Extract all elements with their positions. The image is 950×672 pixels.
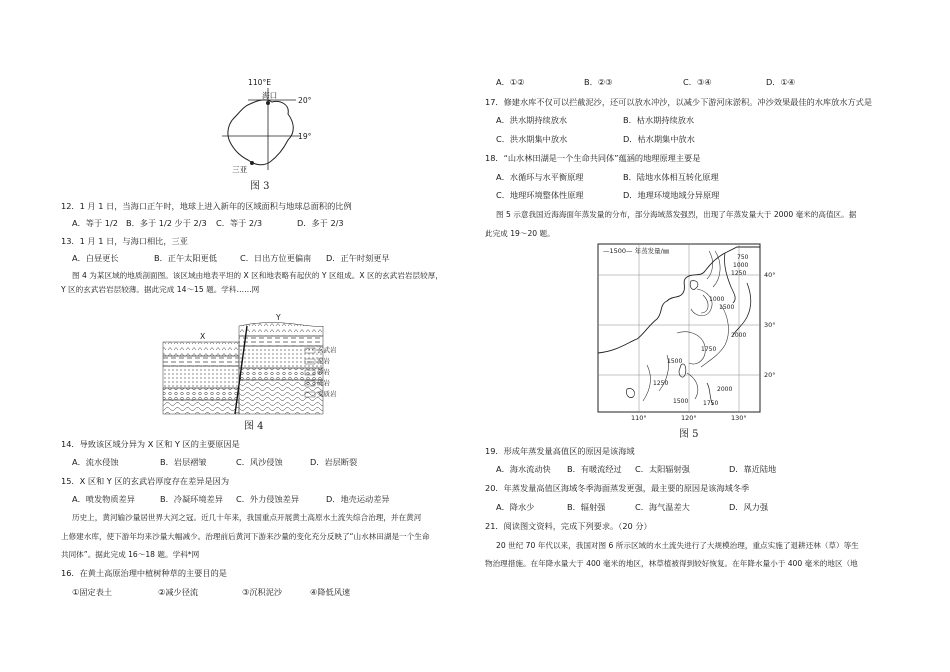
q16-stem: 16．在黄土高原治理中植树种草的主要目的是 [61, 568, 227, 578]
q15-option-c[interactable]: C．外力侵蚀差异 [236, 494, 300, 504]
q16-option-a[interactable]: A．①② [496, 77, 525, 87]
q12-option-c[interactable]: C．等于 2/3 [216, 218, 263, 228]
q16-item-3: ③沉积泥沙 [242, 587, 283, 597]
q18-option-a[interactable]: A．水循环与水平衡原理 [496, 172, 584, 182]
q15-stem: 15．X 区和 Y 区的玄武岩厚度存在差异是因为 [61, 476, 230, 486]
fig5-isoline-1000b: 1000 [709, 296, 725, 303]
q17-option-d[interactable]: D．枯水期集中放水 [623, 134, 695, 144]
q14-option-a[interactable]: A．流水侵蚀 [72, 457, 119, 467]
q14-stem: 14．导致该区域分异为 X 区和 Y 区的主要原因是 [61, 439, 240, 449]
fig3-city-haikou: 海口 [262, 91, 278, 100]
fig5-isoline-2000a: 2000 [731, 332, 747, 339]
passage-line2: 上修建水库，使下游年均来沙量大幅减少。治理前后黄河下游来沙量的变化充分反映了“山水林田湖是一个生命 [61, 532, 430, 541]
fig5-isoline-1250a: 1250 [731, 270, 747, 277]
figure-3-caption: 图 3 [250, 181, 270, 192]
fig5-lat-30: 30° [764, 321, 776, 329]
intro-5-line2: 此完成 19～20 题。 [485, 229, 555, 238]
q12-option-a[interactable]: A．等于 1/2 [72, 218, 118, 228]
passage-line1: 历史上，黄河输沙量居世界大河之冠。近几十年来，我国重点开展黄土高原水土流失综合治理，并在黄河 [72, 513, 422, 522]
q19-option-a[interactable]: A．海水流动快 [496, 464, 551, 474]
q13-stem: 13．1 月 1 日，与海口相比，三亚 [61, 236, 188, 246]
q15-option-b[interactable]: B．冷凝环境差异 [160, 494, 223, 504]
q14-option-c[interactable]: C．风沙侵蚀 [236, 457, 283, 467]
q13-option-c[interactable]: C．日出方位更偏南 [240, 253, 312, 263]
q17-option-a[interactable]: A．洪水期持续放水 [496, 115, 568, 125]
q19-option-b[interactable]: B．有暖流经过 [567, 464, 622, 474]
q20-stem: 20．年蒸发量高值区海域冬季海面蒸发更强，最主要的原因是该海域冬季 [485, 483, 750, 493]
q20-option-d[interactable]: D．风力强 [729, 502, 769, 512]
fig5-lat-40: 40° [764, 271, 776, 279]
q12-stem: 12．1 月 1 日，当海口正午时，地球上进入新年的区域面积与地球总面积的比例 [61, 201, 352, 211]
figure-5-caption: 图 5 [679, 429, 699, 440]
q19-option-d[interactable]: D．靠近陆地 [729, 464, 777, 474]
q21-line1: 20 世纪 70 年代以来，我国对图 6 所示区域的水土流失进行了大规模治理，重点实施了退耕还林（草）等生 [496, 541, 859, 550]
fig4-legend-metamorphic: 变质岩 [317, 390, 337, 398]
q12-option-b[interactable]: B．多于 1/2 少于 2/3 [126, 218, 207, 228]
fig5-lon-110: 110° [631, 414, 647, 422]
fig3-lat-19: 19° [298, 132, 312, 141]
q13-option-a[interactable]: A．白昼更长 [72, 253, 119, 263]
fig5-legend: —1500— 年蒸发量/㎜ [603, 247, 670, 255]
q20-option-a[interactable]: A．降水少 [496, 502, 535, 512]
intro-4-line2: Y 区的玄武岩岩层较薄。据此完成 14～15 题。学科……网 [61, 285, 260, 294]
fig4-legend-sandstone: 砂岩 [317, 368, 330, 376]
q13-option-b[interactable]: B．正午太阳更低 [154, 253, 217, 263]
fig5-isoline-1000a: 1000 [733, 262, 749, 269]
fig4-legend-basalt: 玄武岩 [317, 346, 337, 354]
haikou-dot [266, 101, 270, 105]
intro-5-line1: 图 5 示意我国近海海面年蒸发量的分布，部分海域蒸发强烈，出现了年蒸发量大于 2000 毫米的高值区。据 [496, 210, 857, 219]
q21-stem: 21．阅读图文资料，完成下列要求。（20 分） [485, 521, 652, 531]
fig5-isoline-1750b: 1750 [703, 400, 719, 407]
fig5-isoline-750: 750 [737, 254, 749, 261]
fig5-isoline-1750a: 1750 [701, 346, 717, 353]
fig5-isoline-1500b: 1500 [667, 358, 683, 365]
q15-option-d[interactable]: D．地壳运动差异 [326, 494, 390, 504]
fig3-lon-label: 110°E [248, 78, 272, 87]
q16-item-1: ①固定表土 [72, 587, 113, 597]
fig5-lat-20: 20° [764, 371, 776, 379]
fig3-city-sanya: 三亚 [232, 165, 248, 174]
fig4-label-y: Y [276, 313, 281, 322]
sanya-dot [250, 161, 254, 165]
passage-line3: 共同体”。据此完成 16～18 题。学科*网 [61, 550, 200, 559]
fig4-legend-conglomerate: 砾岩 [317, 379, 330, 387]
q19-stem: 19．形成年蒸发量高值区的原因是该海域 [485, 446, 635, 456]
q20-option-c[interactable]: C．海气温差大 [635, 502, 690, 512]
fig3-lat-20: 20° [298, 96, 312, 105]
q18-option-b[interactable]: B．陆地水体相互转化原理 [623, 172, 719, 182]
q18-option-c[interactable]: C．地理环境整体性原理 [496, 190, 584, 200]
q19-option-c[interactable]: C．太阳辐射强 [635, 464, 690, 474]
q17-stem: 17．修建水库不仅可以拦截泥沙，还可以放水冲沙，以减少下游河床淤积。冲沙效果最佳的水库放水方式是 [485, 97, 873, 107]
q13-option-d[interactable]: D．正午时刻更早 [326, 253, 390, 263]
q20-option-b[interactable]: B．辐射强 [567, 502, 606, 512]
figure-4-caption: 图 4 [244, 421, 264, 432]
q14-option-b[interactable]: B．岩层褶皱 [160, 457, 207, 467]
fig5-isoline-1250b: 1250 [653, 380, 669, 387]
q16-item-4: ④降低风速 [310, 587, 351, 597]
fig5-isoline-1500c: 1500 [673, 398, 689, 405]
q16-option-c[interactable]: C．③④ [683, 77, 712, 87]
q15-option-a[interactable]: A．喷发物质差异 [72, 494, 135, 504]
fig5-isoline-2000b: 2000 [717, 386, 733, 393]
q14-option-d[interactable]: D．岩层断裂 [310, 457, 358, 467]
fig5-lon-130: 130° [731, 414, 747, 422]
q17-option-c[interactable]: C．洪水期集中放水 [496, 134, 568, 144]
fig5-isoline-1500a: 1500 [719, 304, 735, 311]
q16-option-b[interactable]: B．②③ [584, 77, 613, 87]
q18-stem: 18．“山水林田湖是一个生命共同体”蕴涵的地理原理主要是 [485, 153, 701, 163]
q12-option-d[interactable]: D．多于 2/3 [297, 218, 344, 228]
intro-4-line1: 图 4 为某区域的地质剖面图。该区域由地表平坦的 X 区和地表略有起伏的 Y 区组成。X 区的玄武岩岩层较厚， [72, 271, 443, 280]
q17-option-b[interactable]: B．枯水期持续放水 [623, 115, 695, 125]
q21-line2: 物治理措施。在年降水量大于 400 毫米的地区，林草植被得到较好恢复。在年降水量小于 400 毫米的地区（地 [485, 559, 858, 568]
fig4-label-x: X [200, 332, 206, 341]
q16-option-d[interactable]: D．①④ [766, 77, 796, 87]
q18-option-d[interactable]: D．地理环境地域分异原理 [623, 190, 720, 200]
q16-item-2: ②减少径流 [158, 587, 199, 597]
fig5-lon-120: 120° [681, 414, 697, 422]
fig4-legend-mudstone: 泥岩 [317, 357, 330, 365]
